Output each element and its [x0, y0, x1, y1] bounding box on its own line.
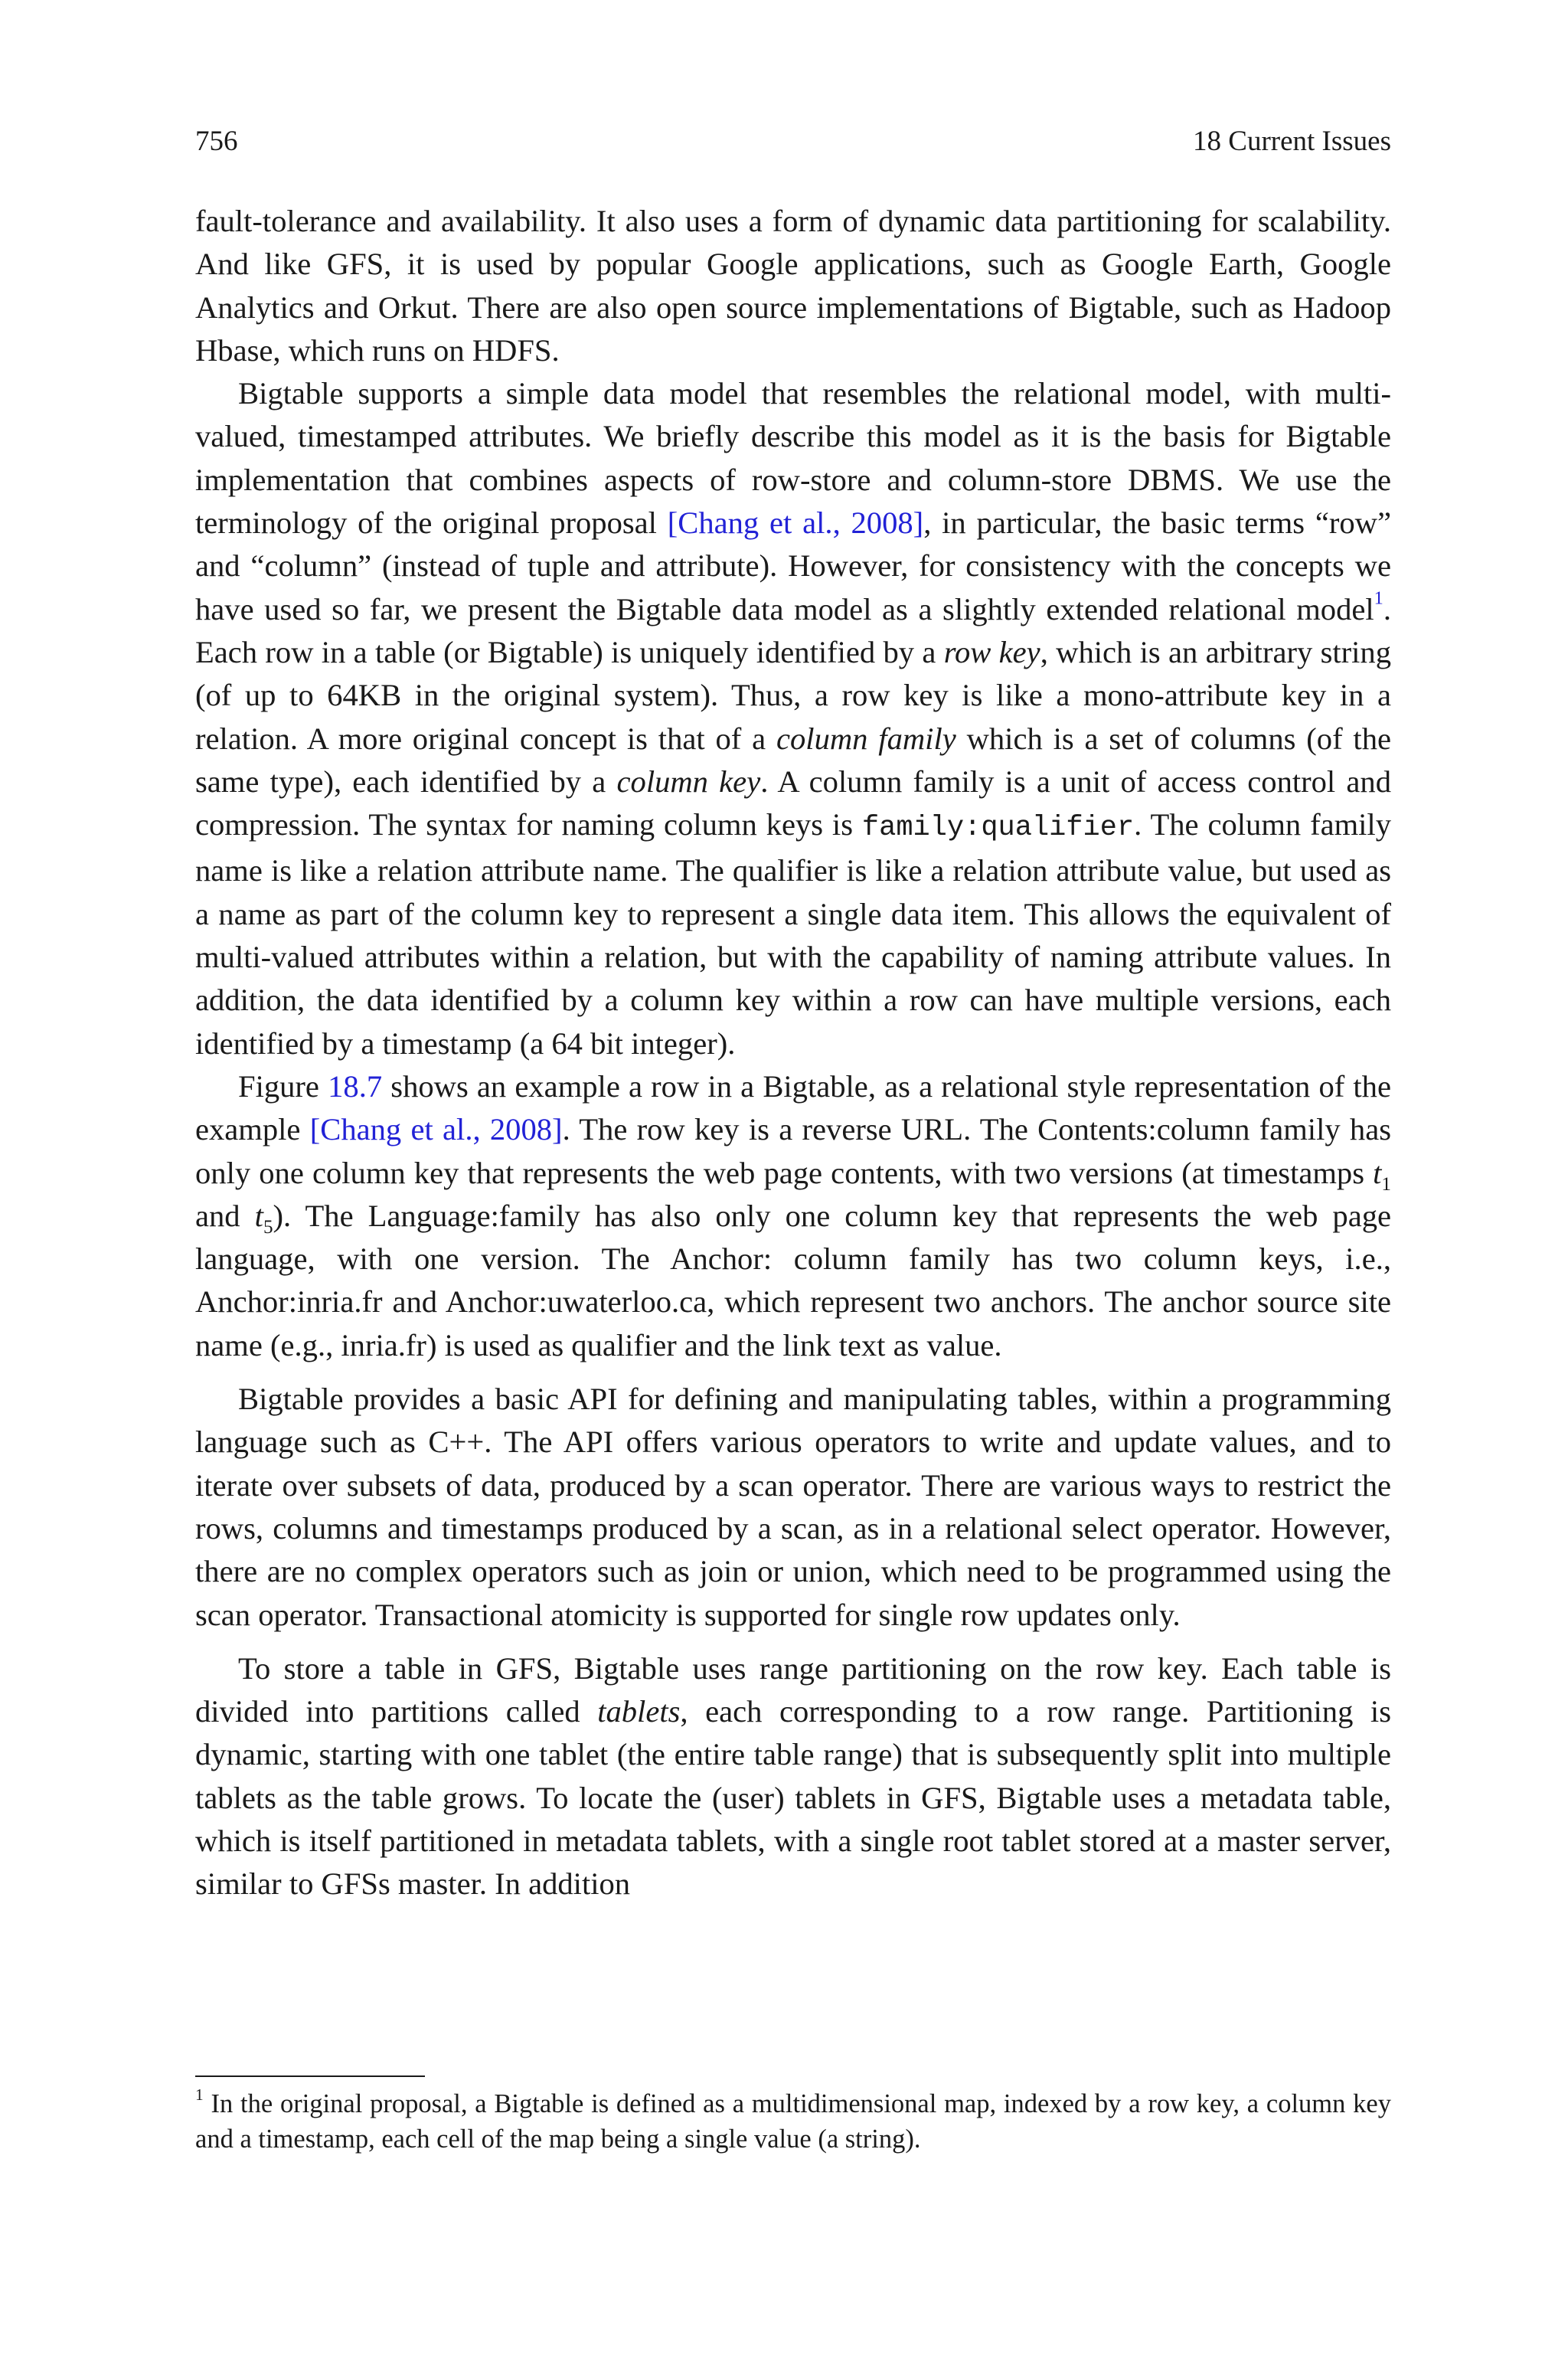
paragraph-5-text: , each corresponding to a row range. Partitioning is dynamic, starting with one tablet (the entire table range) that is subsequently split into multiple tablets as the table grows. To locate the (user) tablets in GFS, Bigtable uses a metadata table, which is itself partitioned in metadata tablets, with a single root tablet stored at a master server, similar to GFSs master. In addition [195, 1694, 1391, 1902]
emphasis-row-key: row key [943, 634, 1040, 669]
timestamp-t1 [1373, 1156, 1381, 1190]
paragraph-5-text: To store a table in GFS, Bigtable uses range partitioning on the row key. Each table is divided into partitions called [195, 1650, 1391, 1729]
footnote-reference-link[interactable]: 1 [1374, 587, 1383, 608]
emphasis-column-family: column family [776, 721, 956, 756]
citation-link[interactable]: [Chang et al., 2008] [667, 505, 924, 541]
paragraph-2-text: , which is an arbitrary string (of up to 64KB in the original system). Thus, a row key is like a mono-attribute key in a relation. A more original concept is that of a [195, 634, 1391, 756]
paragraph-3-text: . The row key is a reverse URL. The Contents:column family has only one column key that represents the web page contents, with two versions (at timestamps [195, 1112, 1391, 1190]
paragraph-1 [195, 200, 1391, 372]
paragraph-3-text: and [195, 1198, 255, 1233]
running-head: 18 Current Issues [1193, 126, 1391, 157]
body-text [195, 200, 1391, 1906]
footnote-divider [195, 2075, 425, 2077]
paragraph-2 [195, 372, 1391, 1065]
citation-link[interactable]: [Chang et al., 2008] [309, 1112, 563, 1147]
paragraph-3-text: shows an example a row in a Bigtable, as a relational style representation of the example [195, 1068, 1391, 1147]
footnote-text: In the original proposal, a Bigtable is defined as a multidimensional map, indexed by a row key, a column key and a timestamp, each cell of the map being a single value (a string). [195, 2089, 1391, 2154]
footnote [195, 2086, 1391, 2157]
figure-reference-link[interactable]: 18.7 [328, 1068, 383, 1104]
page-header [195, 123, 1391, 161]
timestamp-t5-subscript: 5 [263, 1216, 273, 1238]
paragraph-3 [195, 1065, 1391, 1367]
timestamp-t1-base: t [1373, 1155, 1382, 1190]
paragraph-3-text: Figure [238, 1068, 328, 1104]
page-number: 756 [195, 126, 238, 157]
paragraph-4-text: Bigtable provides a basic API for defining and manipulating tables, within a programming language such as C++. The API offers various operators to write and update values, and to iterate over subsets of data, produced by a scan operator. There are various ways to restrict the rows, columns and timestamps produced by a scan, as in a relational select operator. However, there are no complex operators such as join or union, which need to be programmed using the scan operator. Transactional atomicity is supported for single row updates only. [195, 1382, 1391, 1632]
timestamp-t5-base: t [254, 1198, 263, 1233]
paragraph-4 [195, 1378, 1391, 1637]
paragraph-2-text: . Each row in a table (or Bigtable) is uniquely identified by a [195, 591, 1391, 669]
paragraph-3-text: ). The Language:family has also only one column key that represents the web page language, with one version. The Anchor: column family has two column keys, i.e., Anchor:inria.fr and Anchor:uwaterloo.ca, which represent two anchors. The anchor source site name (e.g., inria.fr) is used as qualifier and the link text as value. [195, 1198, 1392, 1362]
paragraph-2-text: , in particular, the basic terms “row” and “column” (instead of tuple and attribute). However, for consistency with the concepts we have used so far, we present the Bigtable data model as a slightly extended relational model [195, 505, 1391, 626]
paragraph-2-text: . A column family is a unit of access control and compression. The syntax for naming column keys is [195, 764, 1391, 842]
footnote-marker: 1 [195, 2085, 204, 2104]
paragraph-1-text: fault-tolerance and availability. It also uses a form of dynamic data partitioning for scalability. And like GFS, it is used by popular Google applications, such as Google Earth, Google Analytics and Orkut. There are also open source implementations of Bigtable, such as Hadoop Hbase, which runs on HDFS. [195, 204, 1391, 368]
timestamp-t1-subscript: 1 [1381, 1173, 1391, 1195]
paragraph-5 [195, 1647, 1391, 1906]
code-family-qualifier: family:qualifier [861, 812, 1135, 845]
emphasis-column-key: column key [616, 764, 761, 799]
paragraph-2-text: . The column family name is like a relation attribute name. The qualifier is like a relation attribute value, but used as a name as part of the column key to represent a single data item. This allows the equivalent of multi-valued attributes within a relation, but with the capability of naming attribute values. In addition, the data identified by a column key within a row can have multiple versions, each identified by a timestamp (a 64 bit integer). [195, 807, 1391, 1061]
paragraph-2-text: which is a set of columns (of the same type), each identified by a [195, 721, 1392, 799]
paragraph-2-text: Bigtable supports a simple data model that resembles the relational model, with multi-valued, timestamped attributes. We briefly describe this model as it is the basis for Bigtable implementation that combines aspects of row-store and column-store DBMS. We use the terminology of the original proposal [195, 376, 1391, 541]
emphasis-tablets: tablets [597, 1694, 681, 1729]
timestamp-t5 [255, 1199, 263, 1233]
